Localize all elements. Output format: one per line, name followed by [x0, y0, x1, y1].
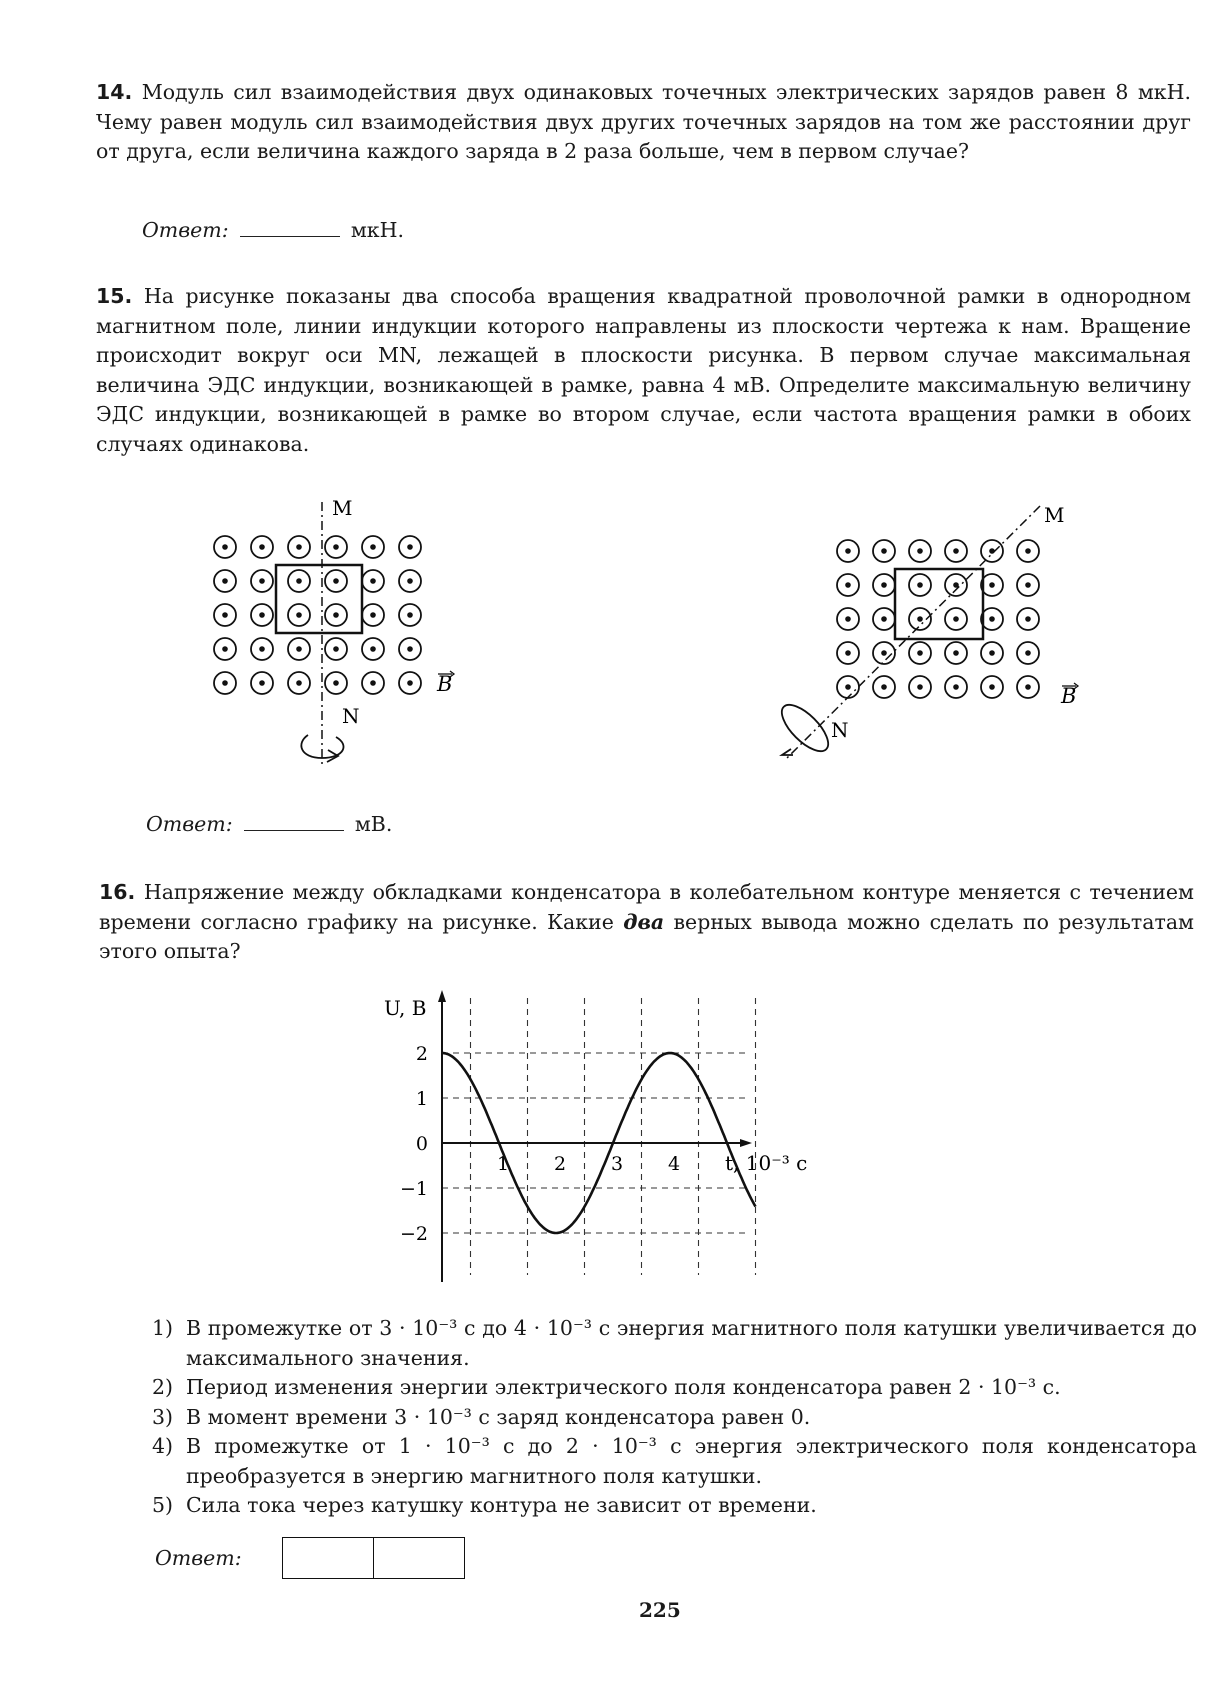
- y-tick-label: 0: [415, 1133, 428, 1155]
- options-list: [152, 1314, 1197, 1521]
- label-n: N: [831, 718, 849, 742]
- problem-text: Модуль сил взаимодействия двух одинаковых точечных электрических зарядов равен 8 мкН. Чему равен модуль сил взаимодействия двух других точечных зарядов на том же расстоянии друг от друга, если величина каждого заряда в 2 раза больше, чем в первом случае?: [96, 80, 1191, 163]
- answer-blank[interactable]: [244, 829, 344, 831]
- answer-label: Ответ:: [142, 218, 229, 242]
- wire-frame: [895, 569, 983, 639]
- label-n: N: [342, 704, 360, 728]
- problem-text: Напряжение между обкладками конденсатора в колебательном контуре меняется с течением времени согласно графику на рисунке. Какие: [99, 880, 1194, 934]
- option-4: 4) В промежутке от 1 · 10⁻³ с до 2 · 10⁻³ с энергия электрического поля конденсатора преобразуется в энергию магнитного поля катушки.: [152, 1434, 1197, 1488]
- problem-15: [96, 282, 1191, 459]
- answer-cell-1[interactable]: [282, 1537, 374, 1579]
- answer-line-15: [146, 812, 392, 836]
- rotation-arrow: [775, 698, 836, 759]
- problem-text-end: верных вывода можно сделать по результатам этого опыта?: [99, 909, 1194, 963]
- answer-label: Ответ:: [155, 1546, 242, 1570]
- problem-number: 14.: [96, 80, 133, 104]
- frame-rotation-figure-diagonal-axis: [765, 490, 1105, 790]
- answer-cell-2[interactable]: [374, 1537, 465, 1579]
- answer-line-16: [155, 1537, 465, 1579]
- option-3: 3) В момент времени 3 · 10⁻³ с заряд конденсатора равен 0.: [152, 1404, 811, 1429]
- answer-blank[interactable]: [240, 235, 340, 237]
- label-b: B: [1061, 684, 1077, 708]
- chart-grid: [442, 998, 756, 1275]
- problem-16: [99, 878, 1194, 967]
- x-tick-label: 4: [667, 1153, 681, 1175]
- chart-axes: [438, 990, 752, 1282]
- y-tick-label: 1: [415, 1088, 428, 1110]
- label-m: M: [332, 496, 353, 520]
- x-axis-label: t, 10⁻³ с: [725, 1151, 808, 1175]
- y-axis-label: U, В: [384, 996, 427, 1020]
- emphasis-word: два: [623, 909, 665, 934]
- answer-line-14: [142, 218, 404, 242]
- answer-label: Ответ:: [146, 812, 233, 836]
- problem-text: На рисунке показаны два способа вращения квадратной проволочной рамки в однородном магнитном поле, линии индукции которого направлены из плоскости чертежа к нам. Вращение происходит вокруг оси MN, лежащей в плоскости рисунка. В первом случае максимальная величина ЭДС индукции, возникающей в рамке, равна 4 мВ. Определите максимальную величину ЭДС индукции, возникающей в рамке во втором случае, если частота вращения рамки в обоих случаях одинакова.: [96, 284, 1191, 456]
- voltage-time-chart: [384, 990, 880, 1290]
- problem-14: [96, 78, 1191, 167]
- answer-unit: мВ.: [354, 812, 393, 836]
- frame-rotation-figure-vertical-axis: [200, 490, 470, 780]
- option-2: 2) Период изменения энергии электрического поля конденсатора равен 2 · 10⁻³ с.: [152, 1375, 1061, 1399]
- x-tick-label: 3: [610, 1153, 624, 1175]
- answer-unit: мкН.: [350, 218, 404, 242]
- option-5: 5) Сила тока через катушку контура не зависит от времени.: [152, 1493, 817, 1517]
- problem-number: 15.: [96, 284, 133, 308]
- label-b: B: [437, 672, 453, 696]
- field-dot-grid: [214, 536, 421, 694]
- y-tick-label: 2: [415, 1043, 428, 1065]
- x-tick-label: 2: [553, 1153, 567, 1175]
- y-tick-label: −2: [399, 1223, 428, 1245]
- label-m: M: [1044, 503, 1065, 527]
- problem-number: 16.: [99, 880, 136, 904]
- y-tick-label: −1: [399, 1178, 428, 1200]
- page-number: 225: [639, 1598, 681, 1622]
- field-dot-grid: [837, 540, 1039, 698]
- option-1: 1) В промежутке от 3 · 10⁻³ с до 4 · 10⁻³ с энергия магнитного поля катушки увеличивается до максимального значения.: [152, 1316, 1197, 1370]
- x-tick-label: 1: [496, 1153, 510, 1175]
